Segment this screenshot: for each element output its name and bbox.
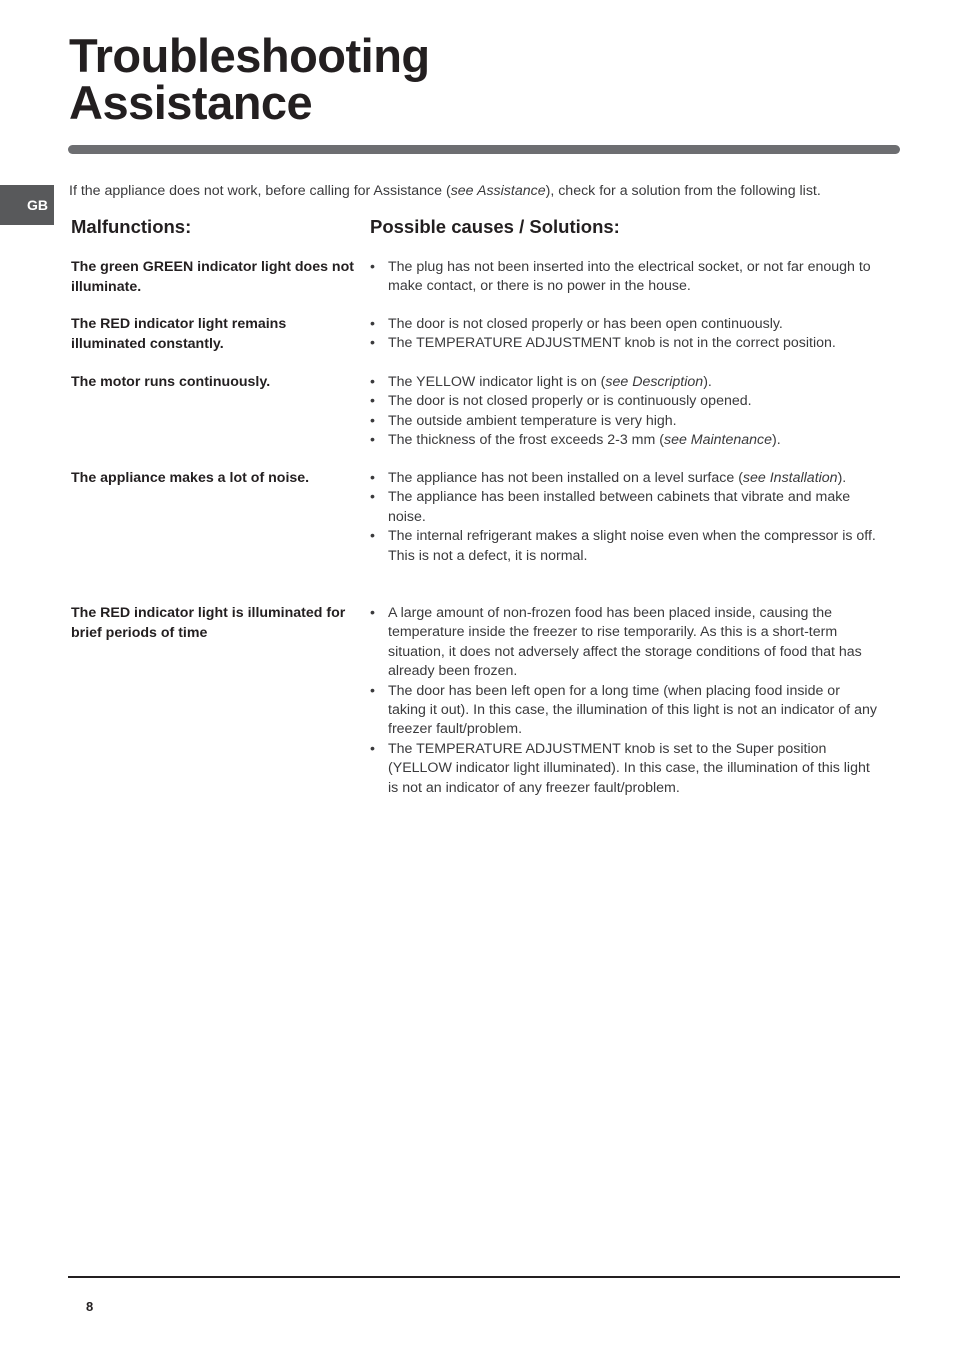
- list-item: [370, 315, 880, 334]
- bullet-icon: •: [370, 412, 375, 429]
- list-item: [370, 334, 880, 353]
- cause-text: The door is not closed properly or is continuously opened.: [388, 393, 752, 410]
- cause-text: The YELLOW indicator light is on (: [388, 374, 606, 390]
- bullet-icon: •: [370, 489, 375, 506]
- cause-text: The plug has not been inserted into the electrical socket, or not far enough to make contact, or there is no power in the house.: [388, 259, 871, 295]
- cross-reference: see Installation: [742, 470, 838, 486]
- cause-text: ).: [837, 470, 847, 486]
- page-title-line-1: Troubleshooting: [69, 29, 430, 82]
- list-item: [370, 682, 880, 740]
- page-number: 8: [86, 1299, 94, 1314]
- malfunction-label: The motor runs continuously.: [71, 374, 271, 390]
- malfunction-label: The RED indicator light is illuminated for brief periods of time: [71, 605, 346, 641]
- list-item: [370, 258, 880, 297]
- bullet-icon: •: [370, 259, 375, 275]
- bullet-icon: •: [370, 374, 375, 390]
- bullet-icon: •: [370, 605, 375, 621]
- bullet-icon: •: [370, 393, 375, 410]
- cross-reference: see Maintenance: [663, 432, 773, 449]
- list-item: [370, 431, 880, 450]
- cause-text: The internal refrigerant makes a slight noise even when the compressor is off. This is not a defect, it is normal.: [388, 528, 876, 564]
- cause-text: ).: [703, 374, 712, 390]
- causes-list: [370, 604, 880, 798]
- page-title: [69, 29, 430, 129]
- language-tab: GB: [0, 185, 54, 225]
- list-item: [370, 412, 880, 431]
- cause-text: ).: [772, 432, 781, 449]
- causes-list: [370, 315, 880, 354]
- list-item: [370, 740, 880, 798]
- causes-heading: Possible causes / Solutions:: [370, 216, 620, 237]
- intro-reference: see Assistance: [450, 183, 546, 199]
- cause-text: The door is not closed properly or has been open continuously.: [388, 316, 783, 332]
- cross-reference: see Description: [605, 374, 704, 390]
- title-divider: [68, 145, 900, 154]
- list-item: [370, 604, 880, 682]
- list-item: [370, 488, 880, 527]
- cause-text: A large amount of non-frozen food has been placed inside, causing the temperature inside the freezer to rise temporarily. As this is a short-term situation, it does not adversely affect the storage conditions of food that has already been frozen.: [388, 605, 862, 680]
- list-item: [370, 527, 880, 566]
- causes-list: [370, 373, 880, 451]
- intro-paragraph: [69, 182, 909, 201]
- intro-text-start: If the appliance does not work, before calling for Assistance (: [69, 183, 451, 199]
- bullet-icon: •: [370, 432, 375, 449]
- cause-text: The door has been left open for a long time (when placing food inside or taking it out). In this case, the illumination of this light is not an indicator of any freezer fault/problem.: [388, 682, 877, 738]
- bullet-icon: •: [370, 335, 375, 352]
- list-item: [370, 392, 880, 411]
- causes-list: [370, 469, 880, 566]
- malfunction-label: The appliance makes a lot of noise.: [71, 470, 310, 486]
- malfunction-label: The green GREEN indicator light does not illuminate.: [71, 259, 354, 295]
- bullet-icon: •: [370, 470, 375, 486]
- bullet-icon: •: [370, 528, 375, 545]
- cause-text: The outside ambient temperature is very high.: [388, 412, 677, 429]
- bullet-icon: •: [370, 740, 375, 757]
- cause-text: The thickness of the frost exceeds 2-3 mm (: [388, 432, 664, 449]
- cause-text: The TEMPERATURE ADJUSTMENT knob is set to the Super position (YELLOW indicator light illuminated). In this case, the illumination of this light is not an indicator of any freezer fault/problem.: [388, 740, 870, 796]
- malfunction-label: The RED indicator light remains illuminated constantly.: [71, 316, 287, 352]
- causes-list: [370, 258, 880, 297]
- footer-divider: [68, 1276, 900, 1278]
- cause-text: The appliance has not been installed on a level surface (: [388, 470, 743, 486]
- page-title-line-2: Assistance: [69, 76, 313, 129]
- list-item: [370, 469, 880, 488]
- intro-text-end: ), check for a solution from the following list.: [545, 183, 821, 199]
- bullet-icon: •: [370, 682, 375, 699]
- cause-text: The appliance has been installed between cabinets that vibrate and make noise.: [388, 489, 851, 525]
- cause-text: The TEMPERATURE ADJUSTMENT knob is not in the correct position.: [388, 335, 836, 352]
- list-item: [370, 373, 880, 392]
- malfunctions-heading: Malfunctions:: [71, 216, 192, 237]
- bullet-icon: •: [370, 316, 375, 332]
